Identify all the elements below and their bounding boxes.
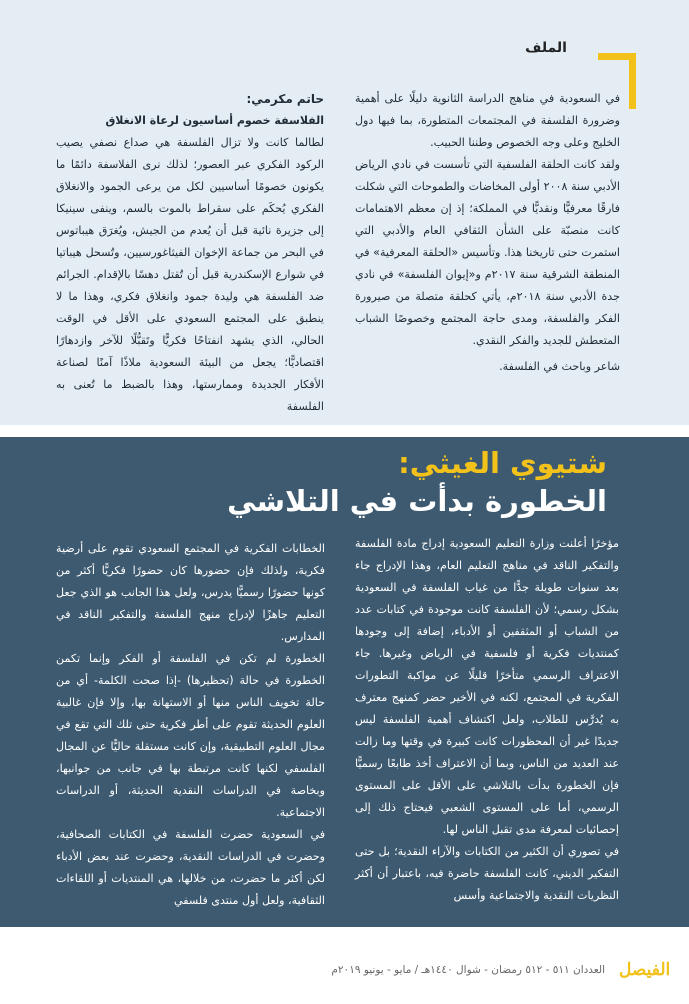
paragraph: لطالما كانت ولا تزال الفلسفة هي صداع نصفي يصيب الركود الفكري عبر العصور؛ لذلك نرى الفلاسفة دائمًا ما يكونون خصومًا أساسيين لكل من يرعى الجمود والانغلاق الفكري يُحكَم على سقراط بالموت بالسم، وينفى سينيكا إلى جزيرة نائية قبل أن يُعدم من الجيش، ويُغرَق هيباتوس في البحر من جماعة الإخوان الفيثاغورسيين، وتُسحل هيباتيا في شوارع الإسكندرية قبل أن تُقتل دهسًا بالإقدام. الجرائم ضد الفلسفة هي وليدة جمود وانغلاق فكري، وهذا ما لا ينطبق على المجتمع السعودي على الأقل في الوقت الحالي، الذي يشهد انفتاحًا فكريًّا وتَقبُّلًا للآخر وازدهارًا اقتصاديًّا؛ يجعل من البيئة السعودية ملاذًا آمنًا لصناعة الأفكار الجديدة وممارستها، وهذا بالضبط ما تُعنى به الفلسفة <box>56 136 324 413</box>
paragraph: ولقد كانت الحلقة الفلسفية التي تأسست في نادي الرياض الأدبي سنة ٢٠٠٨ أولى المخاضات والطموحات التي شكلت فارقًا معرفيًّا ونقديًّا في المملكة؛ إذ إن معظم الاهتمامات كانت منصبّة على الشأن الثقافي العام والأدبي التي استمرت حتى تاريخنا هذا. وتأسيس «الحلقة المعرفية» في المنطقة الشرقية سنة ٢٠١٧م و«إيوان الفلسفة» في نادي جدة الأدبي سنة ٢٠١٨م، يأتي كحلقة متصلة من صيرورة الفكر والفلسفة، ومدى حاجة المجتمع وخصوصًا الشباب المتعطش للجديد والفكر النقدي. <box>355 158 621 347</box>
paragraph: الخطابات الفكرية في المجتمع السعودي تقوم على أرضية فكرية، ولذلك فإن حضورها كان حضورًا فكريًّا أكثر من كونها حضورًا رسميًّا يدرس، ولعل هذا الجانب هو الذي جعل التعليم جاهزًا لإدراج منهج الفلسفة والتفكير الناقد في المدارس. <box>56 542 325 643</box>
top-right-column <box>355 88 620 378</box>
page-number: ٤٠ <box>652 487 670 503</box>
author-bio: شاعر وباحث في الفلسفة. <box>499 360 620 373</box>
paragraph: الخطورة لم تكن في الفلسفة أو الفكر وإنما تكمن الخطورة في حالة (تحظيرها) -إذا صحت الكلمة- أي من حالة تخويف الناس منها أو الاستهانة بها، وإلا فإن غالبية العلوم الحديثة تقوم على أطر فكرية حتى تلك التي تقع في مجال العلوم التطبيقية، وإن كانت مستقلة حاليًّا عن المجال الفلسفي لكنها كانت مرتبطة بها في جانب من جوانبها، وبخاصة في الدراسات النقدية الحديثة، أو الدراسات الاجتماعية. <box>56 652 325 819</box>
footer <box>0 958 689 988</box>
article-left-column <box>56 538 325 912</box>
paragraph: مؤخرًا أعلنت وزارة التعليم السعودية إدراج مادة الفلسفة والتفكير الناقد في مناهج التعليم العام، وهذا الإدراج جاء بعد سنوات طويلة جدًّا من غياب الفلسفة في السعودية بشكل رسمي؛ لأن الفلسفة كانت موجودة في كتابات عدد من الشباب أو المثقفين أو الأدباء، إضافة إلى وجودها كمنتديات فكرية أو فلسفية في الرياض وغيرها. جاء الاعتراف الرسمي متأخرًا قليلًا عن مواكبة التطورات الفكرية في المجتمع، لكنه في الأخير حضر كمنهج معترف به يُدرَّس للطلاب، ولعل اكتشاف أهمية الفلسفة ليس جديدًا غير أن المحظورات كانت كبيرة في وقتها وما زالت عند العديد من الناس، وبما أن الاعتراف أخذ طابعًا رسميًّا فإن الخطورة بدأت بالتلاشي على الأقل على المستوى الرسمي، أما على المستوى الشعبي فيحتاج ذلك إلى إحصائيات لمعرفة مدى تقبل الناس لها. <box>355 537 619 836</box>
section-subtitle: الفلاسفة خصوم أساسيون لرعاة الانغلاق <box>105 114 324 127</box>
top-left-column <box>56 88 324 418</box>
paragraph: في تصوري أن الكثير من الكتابات والآراء النقدية؛ بل حتى التفكير الديني، كانت الفلسفة حاضرة فيه، باعتبار أن أكثر النظريات النقدية والاجتماعية وأسس <box>355 845 619 902</box>
author-name: حاتم مكرمي: <box>246 92 324 106</box>
article-right-column <box>355 533 619 907</box>
article-title: الخطورة بدأت في التلاشي <box>227 484 607 518</box>
section-label: الملف <box>525 40 567 56</box>
paragraph: في السعودية في مناهج الدراسة الثانوية دليلًا على أهمية وضرورة الفلسفة في المجتمعات المتطورة، بما فيها دول الخليج وعلى وجه الخصوص وطننا الحبيب. <box>355 92 620 149</box>
magazine-logo: الفيصل <box>619 960 671 980</box>
issue-info: العددان ٥١١ - ٥١٢ رمضان - شوال ١٤٤٠هـ / مايو - يونيو ٢٠١٩م <box>331 964 605 976</box>
article-title-author: شتيوي الغيثي: <box>398 446 607 480</box>
paragraph: في السعودية حضرت الفلسفة في الكتابات الصحافية، وحضرت في الدراسات النقدية، وحضرت عند بعض الأدباء لكن أكثر ما حضرت، من خلالها، هي المنتديات أو اللقاءات الثقافية، ولعل أول منتدى فلسفي <box>56 828 325 907</box>
section-marker-bar-vertical <box>629 53 636 109</box>
